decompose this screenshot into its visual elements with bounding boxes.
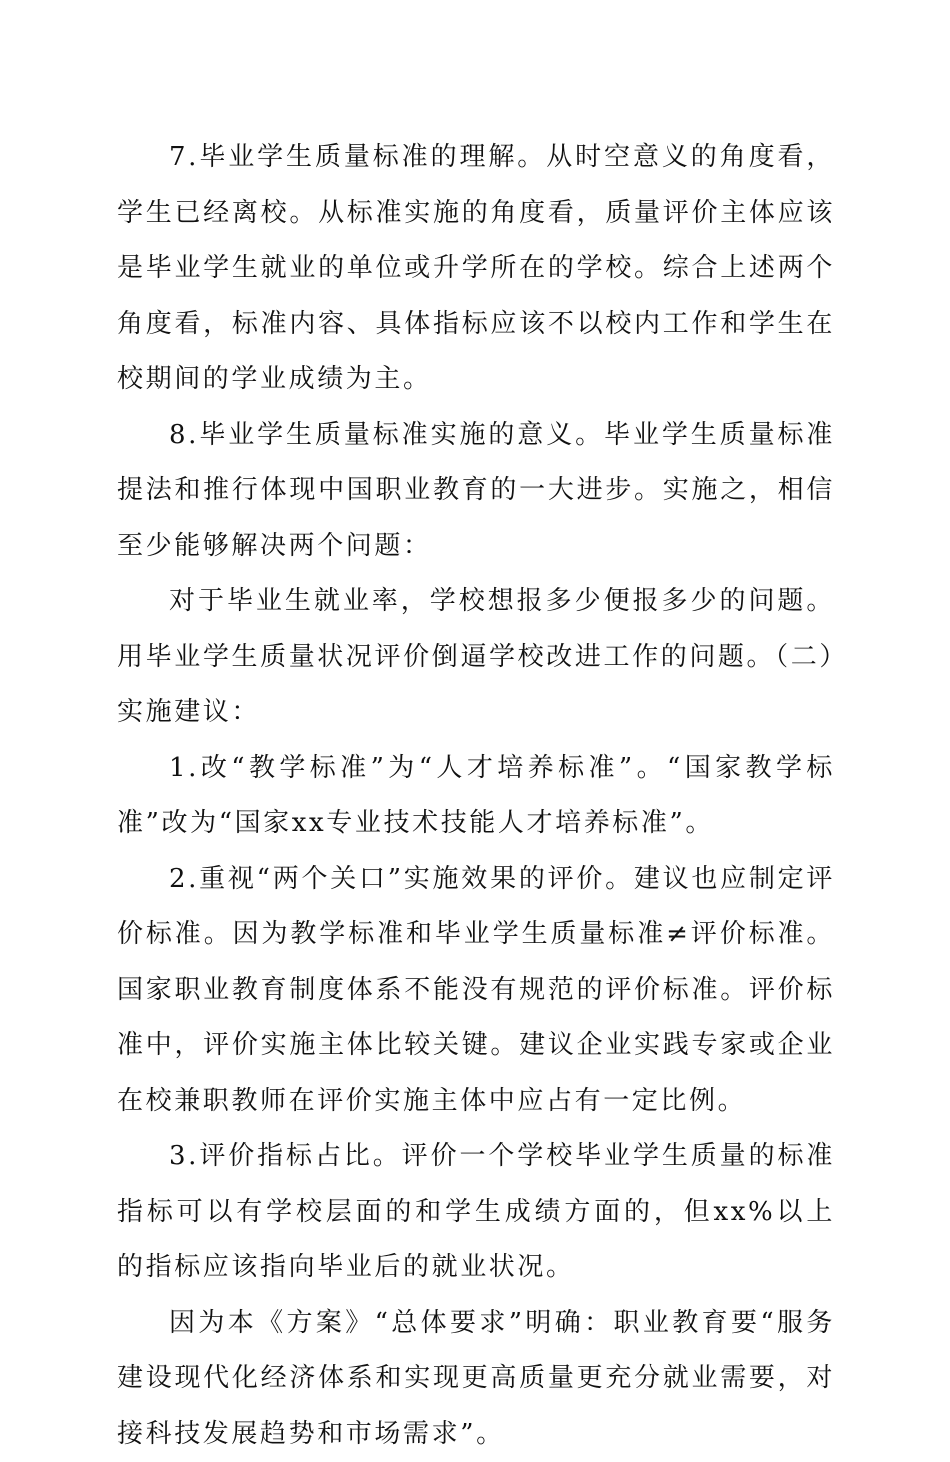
paragraph-graduate-quality-understanding: 7.毕业学生质量标准的理解。从时空意义的角度看，学生已经离校。从标准实施的角度看，质量评价主体应该是毕业学生就业的单位或升学所在的学校。综合上述两个角度看，标准内容、具体指标应该不以校内工作和学生在校期间的学业成绩为主。 <box>117 130 835 408</box>
paragraph-suggestion-1: 1.改“教学标准”为“人才培养标准”。“国家教学标准”改为“国家xx专业技术技能人才培养标准”。 <box>117 741 835 852</box>
paragraph-suggestion-3: 3.评价指标占比。评价一个学校毕业学生质量的标准指标可以有学校层面的和学生成绩方面的，但xx%以上的指标应该指向毕业后的就业状况。 <box>117 1129 835 1296</box>
paragraph-two-problems: 对于毕业生就业率，学校想报多少便报多少的问题。用毕业学生质量状况评价倒逼学校改进工作的问题。（二）实施建议： <box>117 574 835 741</box>
document-body <box>117 130 835 1462</box>
paragraph-graduate-quality-significance: 8.毕业学生质量标准实施的意义。毕业学生质量标准提法和推行体现中国职业教育的一大进步。实施之，相信至少能够解决两个问题： <box>117 408 835 575</box>
paragraph-suggestion-2: 2.重视“两个关口”实施效果的评价。建议也应制定评价标准。因为教学标准和毕业学生质量标准≠评价标准。国家职业教育制度体系不能没有规范的评价标准。评价标准中，评价实施主体比较关键。建议企业实践专家或企业在校兼职教师在评价实施主体中应占有一定比例。 <box>117 852 835 1130</box>
paragraph-overall-requirements: 因为本《方案》“总体要求”明确：职业教育要“服务建设现代化经济体系和实现更高质量更充分就业需要，对接科技发展趋势和市场需求”。 <box>117 1296 835 1462</box>
